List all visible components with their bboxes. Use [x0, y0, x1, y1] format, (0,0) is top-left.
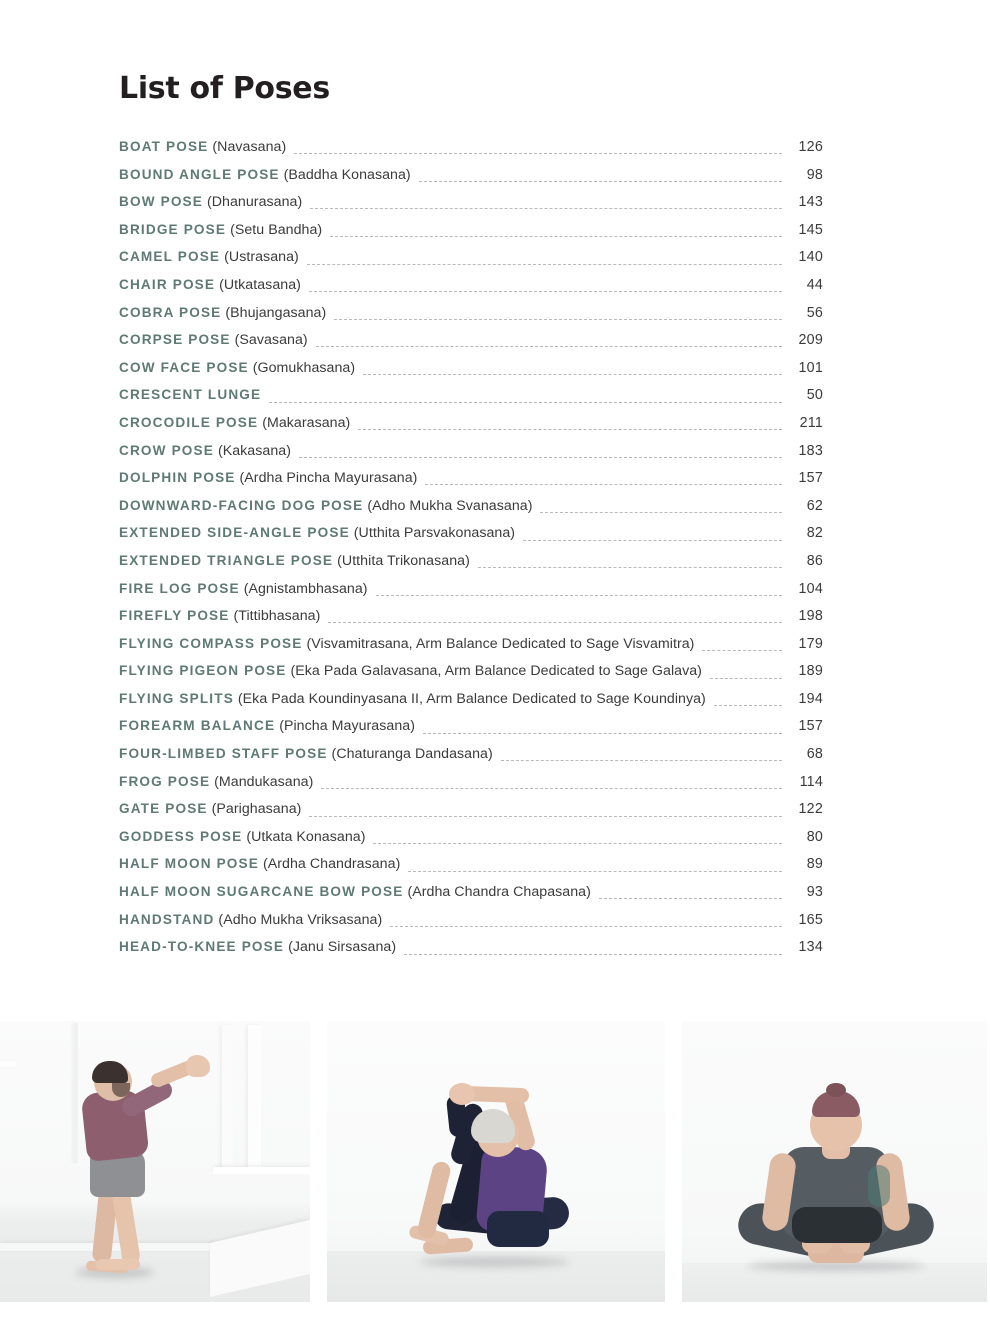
- page-title: List of Poses: [119, 71, 330, 106]
- page-number: 140: [798, 249, 823, 266]
- pose-sanskrit-name: (Kakasana): [217, 442, 291, 459]
- pose-label: [119, 388, 267, 402]
- pose-label: [119, 333, 314, 347]
- pose-sanskrit-name: (Ardha Chandrasana): [262, 856, 401, 873]
- pose-label: [119, 526, 521, 540]
- foot-front: [96, 1259, 140, 1271]
- pose-entry[interactable]: [119, 277, 823, 305]
- seated-side-bend-pose-photo: [327, 1021, 665, 1302]
- page-number: 62: [806, 497, 823, 514]
- page-number: 211: [799, 414, 823, 431]
- pose-label: [119, 554, 476, 568]
- pose-label: [119, 609, 326, 623]
- pose-name: HEAD-TO-KNEE POSE: [119, 939, 285, 955]
- dotted-leader: [373, 843, 782, 844]
- page-number: 114: [799, 773, 823, 790]
- page-number: 82: [806, 525, 823, 542]
- pose-sanskrit-name: (Utthita Parsvakonasana): [353, 525, 516, 542]
- dotted-leader: [358, 429, 782, 430]
- pose-name: FIRE LOG POSE: [119, 580, 240, 596]
- dotted-leader: [363, 374, 782, 375]
- pose-name: CROW POSE: [119, 442, 214, 458]
- pose-entry[interactable]: [119, 718, 823, 746]
- pose-sanskrit-name: (Chaturanga Dandasana): [331, 746, 493, 763]
- page-number: 86: [806, 552, 823, 569]
- pose-sanskrit-name: (Eka Pada Galavasana, Arm Balance Dedicated to Sage Galava): [290, 663, 702, 680]
- page-number: 80: [806, 828, 823, 845]
- pose-entry[interactable]: [119, 608, 823, 636]
- bound-angle-pose-photo: [682, 1021, 987, 1302]
- pose-label: [119, 278, 307, 292]
- pose-name: BOW POSE: [119, 194, 203, 210]
- pose-name: FLYING SPLITS: [119, 690, 234, 706]
- pose-name: GATE POSE: [119, 801, 208, 817]
- pose-entry[interactable]: [119, 525, 823, 553]
- pose-name: CAMEL POSE: [119, 249, 221, 265]
- pose-sanskrit-name: (Visvamitrasana, Arm Balance Dedicated to Sage Visvamitra): [306, 635, 695, 652]
- pose-label: [119, 250, 305, 264]
- clasped-hands: [449, 1083, 475, 1105]
- pose-name: DOWNWARD-FACING DOG POSE: [119, 497, 364, 513]
- dotted-leader: [309, 816, 782, 817]
- dotted-leader: [425, 484, 782, 485]
- list-of-poses-section: [119, 72, 823, 967]
- page-number: 68: [806, 746, 823, 763]
- dotted-leader: [294, 153, 782, 154]
- pose-entry[interactable]: [119, 167, 823, 195]
- pose-sanskrit-name: (Pincha Mayurasana): [279, 718, 415, 735]
- pose-entry[interactable]: [119, 194, 823, 222]
- pose-label: [119, 885, 597, 899]
- pose-sanskrit-name: (Baddha Konasana): [283, 166, 411, 183]
- pose-label: [119, 747, 499, 761]
- pose-sanskrit-name: (Makarasana): [262, 414, 351, 431]
- dotted-leader: [310, 208, 782, 209]
- pose-sanskrit-name: (Navasana): [212, 139, 287, 155]
- waistband: [792, 1207, 882, 1243]
- page-number: 157: [798, 718, 823, 735]
- pose-sanskrit-name: (Agnistambhasana): [243, 580, 368, 597]
- pose-name: HALF MOON POSE: [119, 856, 259, 872]
- pose-name: CRESCENT LUNGE: [119, 387, 262, 403]
- pose-entry[interactable]: [119, 912, 823, 940]
- hair-bun: [826, 1083, 846, 1097]
- pose-label: [119, 195, 308, 209]
- hips: [487, 1211, 549, 1247]
- pose-entry[interactable]: [119, 443, 823, 471]
- pose-label: [119, 444, 297, 458]
- pose-entry[interactable]: [119, 553, 823, 581]
- dotted-leader: [710, 678, 782, 679]
- pose-name: CROCODILE POSE: [119, 414, 259, 430]
- page-number: 189: [798, 663, 823, 680]
- pose-name: COW FACE POSE: [119, 359, 249, 375]
- dotted-leader: [334, 319, 782, 320]
- pose-entry[interactable]: [119, 746, 823, 774]
- pose-sanskrit-name: (Adho Mukha Svanasana): [367, 497, 533, 514]
- column-left: [222, 1025, 233, 1171]
- pose-name: FLYING PIGEON POSE: [119, 663, 287, 679]
- window-frame: [0, 1061, 16, 1067]
- pose-entry[interactable]: [119, 774, 823, 802]
- dotted-leader: [390, 926, 782, 927]
- pose-name: CHAIR POSE: [119, 276, 216, 292]
- dotted-leader: [714, 705, 782, 706]
- pose-name: BOUND ANGLE POSE: [119, 166, 280, 182]
- dotted-leader: [702, 650, 782, 651]
- pose-name: HALF MOON SUGARCANE BOW POSE: [119, 884, 404, 900]
- pose-entry[interactable]: [119, 249, 823, 277]
- dotted-leader: [309, 291, 782, 292]
- page-number: 50: [806, 387, 823, 404]
- pose-sanskrit-name: (Ardha Pincha Mayurasana): [239, 470, 418, 487]
- pose-sanskrit-name: (Parighasana): [211, 801, 302, 818]
- dotted-leader: [404, 954, 782, 955]
- pose-name: EXTENDED SIDE-ANGLE POSE: [119, 525, 350, 541]
- pose-label: [119, 582, 374, 596]
- pose-name: FROG POSE: [119, 773, 211, 789]
- page-number: 104: [798, 580, 823, 597]
- pose-name: FLYING COMPASS POSE: [119, 635, 303, 651]
- pose-label: [119, 913, 388, 927]
- pose-name: GODDESS POSE: [119, 828, 243, 844]
- page-number: 101: [798, 359, 823, 376]
- pose-entry[interactable]: [119, 222, 823, 250]
- pose-label: [119, 830, 371, 844]
- dotted-leader: [423, 733, 782, 734]
- pose-entry[interactable]: [119, 305, 823, 333]
- page-number: 165: [798, 911, 823, 928]
- pose-entry[interactable]: [119, 332, 823, 360]
- page-number: 157: [798, 470, 823, 487]
- pose-label: [119, 361, 361, 375]
- pose-sanskrit-name: (Ustrasana): [224, 249, 299, 266]
- pose-sanskrit-name: (Janu Sirsasana): [288, 939, 397, 956]
- pose-entry[interactable]: [119, 884, 823, 912]
- pose-name: FOUR-LIMBED STAFF POSE: [119, 746, 328, 762]
- chair-pose-photo: [0, 1021, 310, 1302]
- pose-entry[interactable]: [119, 139, 823, 167]
- dotted-leader: [478, 567, 782, 568]
- pose-label: [119, 775, 319, 789]
- hand: [186, 1055, 210, 1077]
- page-number: 183: [798, 442, 823, 459]
- pose-label: [119, 664, 708, 678]
- dotted-leader: [328, 622, 782, 623]
- dotted-leader: [269, 402, 782, 403]
- pose-entry[interactable]: [119, 856, 823, 884]
- pose-name: DOLPHIN POSE: [119, 470, 236, 486]
- pose-label: [119, 802, 307, 816]
- pose-label: [119, 140, 292, 154]
- hair: [92, 1061, 128, 1083]
- pose-label: [119, 940, 402, 954]
- pose-list: [119, 139, 823, 967]
- pose-entry[interactable]: [119, 636, 823, 664]
- pose-name: BRIDGE POSE: [119, 221, 227, 237]
- dotted-leader: [376, 595, 782, 596]
- pose-sanskrit-name: (Eka Pada Koundinyasana II, Arm Balance Dedicated to Sage Koundinya): [237, 690, 706, 707]
- page-number: 143: [798, 194, 823, 211]
- pose-entry[interactable]: [119, 498, 823, 526]
- pose-sanskrit-name: (Utkatasana): [219, 276, 301, 293]
- pose-sanskrit-name: (Savasana): [234, 332, 308, 349]
- dotted-leader: [330, 236, 782, 237]
- pose-label: [119, 637, 700, 651]
- page-number: 98: [806, 166, 823, 183]
- wall-edge: [74, 1023, 78, 1163]
- page-number: 126: [798, 139, 823, 155]
- pose-sanskrit-name: (Gomukhasana): [252, 359, 356, 376]
- page-number: 209: [798, 332, 823, 349]
- dotted-leader: [419, 181, 782, 182]
- dotted-leader: [299, 457, 782, 458]
- ledge: [213, 1167, 310, 1174]
- dotted-leader: [408, 871, 782, 872]
- dotted-leader: [321, 788, 782, 789]
- pose-label: [119, 857, 406, 871]
- page-number: 44: [806, 276, 823, 293]
- page-number: 179: [798, 635, 823, 652]
- pose-name: EXTENDED TRIANGLE POSE: [119, 552, 334, 568]
- tattoo: [868, 1165, 890, 1207]
- photo-strip: [0, 1021, 990, 1302]
- pose-name: FIREFLY POSE: [119, 608, 230, 624]
- pose-sanskrit-name: (Adho Mukha Vriksasana): [218, 911, 383, 928]
- pose-name: BOAT POSE: [119, 139, 209, 154]
- dotted-leader: [501, 760, 782, 761]
- page-number: 145: [798, 221, 823, 238]
- pose-label: [119, 416, 356, 430]
- pose-label: [119, 499, 538, 513]
- pose-entry[interactable]: [119, 360, 823, 388]
- pose-entry[interactable]: [119, 387, 823, 415]
- pose-entry[interactable]: [119, 470, 823, 498]
- dotted-leader: [316, 346, 782, 347]
- pose-name: CORPSE POSE: [119, 332, 231, 348]
- pose-label: [119, 471, 423, 485]
- pose-sanskrit-name: (Mandukasana): [214, 773, 314, 790]
- dotted-leader: [523, 540, 782, 541]
- pose-name: FOREARM BALANCE: [119, 718, 276, 734]
- figure-shadow: [419, 1257, 569, 1267]
- pose-label: [119, 719, 421, 733]
- pose-sanskrit-name: (Tittibhasana): [233, 608, 321, 625]
- pose-label: [119, 306, 332, 320]
- pose-sanskrit-name: (Setu Bandha): [230, 221, 323, 238]
- pose-entry[interactable]: [119, 581, 823, 609]
- dotted-leader: [540, 512, 782, 513]
- page-number: 198: [798, 608, 823, 625]
- pose-name: HANDSTAND: [119, 911, 215, 927]
- page-number: 89: [806, 856, 823, 873]
- pose-sanskrit-name: (Utkata Konasana): [246, 828, 366, 845]
- pose-sanskrit-name: (Bhujangasana): [225, 304, 327, 321]
- pose-entry[interactable]: [119, 663, 823, 691]
- page-number: 122: [798, 801, 823, 818]
- pose-entry[interactable]: [119, 801, 823, 829]
- pose-entry[interactable]: [119, 939, 823, 967]
- page-number: 56: [806, 304, 823, 321]
- pose-sanskrit-name: (Ardha Chandra Chapasana): [407, 884, 591, 901]
- pose-sanskrit-name: (Utthita Trikonasana): [337, 552, 470, 569]
- pose-entry[interactable]: [119, 415, 823, 443]
- pose-entry[interactable]: [119, 829, 823, 857]
- page-number: 194: [798, 690, 823, 707]
- pose-label: [119, 168, 417, 182]
- pose-label: [119, 692, 712, 706]
- pose-name: COBRA POSE: [119, 304, 222, 320]
- pose-entry[interactable]: [119, 691, 823, 719]
- pose-sanskrit-name: (Dhanurasana): [206, 194, 303, 211]
- dotted-leader: [307, 264, 782, 265]
- pose-label: [119, 223, 328, 237]
- column-right: [248, 1025, 261, 1171]
- page-number: 134: [798, 939, 823, 956]
- page-number: 93: [806, 884, 823, 901]
- dotted-leader: [599, 898, 782, 899]
